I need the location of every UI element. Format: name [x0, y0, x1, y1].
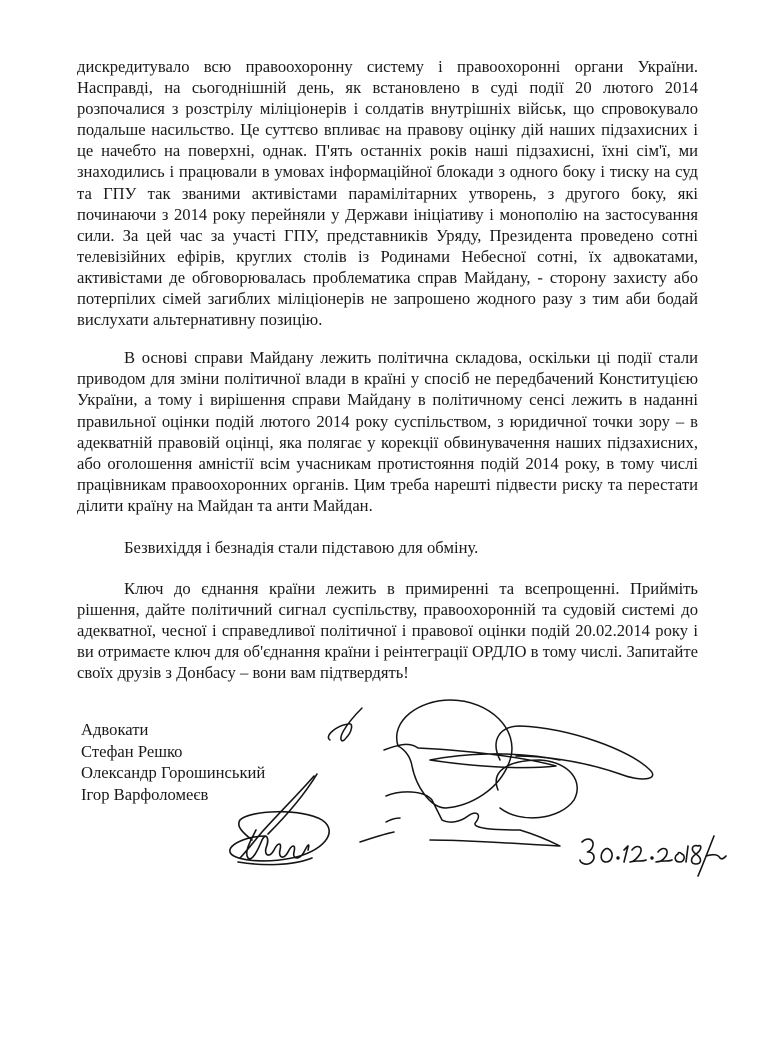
letter-body [77, 56, 698, 684]
paragraph-reconciliation: Ключ до єднання країни лежить в примиренні та всепрощенні. Прийміть рішення, дайте політичний сигнал суспільству, правоохоронній та судовій системі до адекватної, чесної і справедливої політичної і правової оцінки подій 20.02.2014 року і ви отримаєте ключ для об'єднання країни і реінтеграції ОРДЛО в тому числі. Запитайте своїх друзів з Донбасу – вони вам підтвердять! [77, 579, 698, 683]
paragraph-continuation: дискредитувало всю правоохоронну систему і правоохоронні органи України. Насправді, на сьогоднішній день, як встановлено в суді події 20 лютого 2014 розпочалися з розстрілу міліціонерів і солдатів внутрішніх військ, що спровокувало подальше насильство. Це суттєво впливає на правову оцінку дій наших підзахисних і це начебто на поверхні, однак. П'ять останніх років наші підзахисні, їхні сім'ї, ми знаходились і працювали в умовах інформаційної блокади з одного боку і тиску на суд та ГПУ так званими активістами парамілітарних утворень, з другого боку, які починаючи з 2014 року перейняли у Держави ініціативу і монополію на застосування сили. За цей час за участі ГПУ, представників Уряду, Президента проведено сотні телевізійних ефірів, круглих столів із Родинами Небесної сотні, їх адвокатами, активістами де обговорювалась проблематика справ Майдану, - сторону захисту або потерпілих сімей загиблих міліціонерів не запрошено жодного разу з тим аби бодай вислухати альтернативну позицію. [77, 57, 698, 330]
paragraph-maidan-case: В основі справи Майдану лежить політична складова, оскільки ці події стали приводом для зміни політичної влади в країні у спосіб не передбачений Конституцією України, а тому і вирішення справи Майдану в політичному сенсі лежить в наданні правильної оцінки подій лютого 2014 року суспільством, з юридичної точки зору – в адекватній правовій оцінці, яка полягає у корекції обвинувачення наших підзахисних, або оголошення амністії всім учасникам протистояння подій 2014 року, в тому числі працівникам правоохоронних органів. Цим треба нарешті підвести риску та перестати ділити країну на Майдан та анти Майдан. [77, 348, 698, 515]
signatories-title: Адвокати [81, 720, 149, 739]
paragraph-exchange: Безвихіддя і безнадія стали підставою для обміну. [124, 537, 479, 557]
handwritten-date-text [574, 832, 575, 833]
signatory-name: Олександр Горошинський [81, 763, 266, 783]
handwritten-date [574, 832, 734, 882]
signatory-name: Стефан Решко [81, 741, 183, 761]
signatory-name: Ігор Варфоломеєв [81, 784, 209, 804]
handwritten-signature-right [320, 690, 660, 850]
